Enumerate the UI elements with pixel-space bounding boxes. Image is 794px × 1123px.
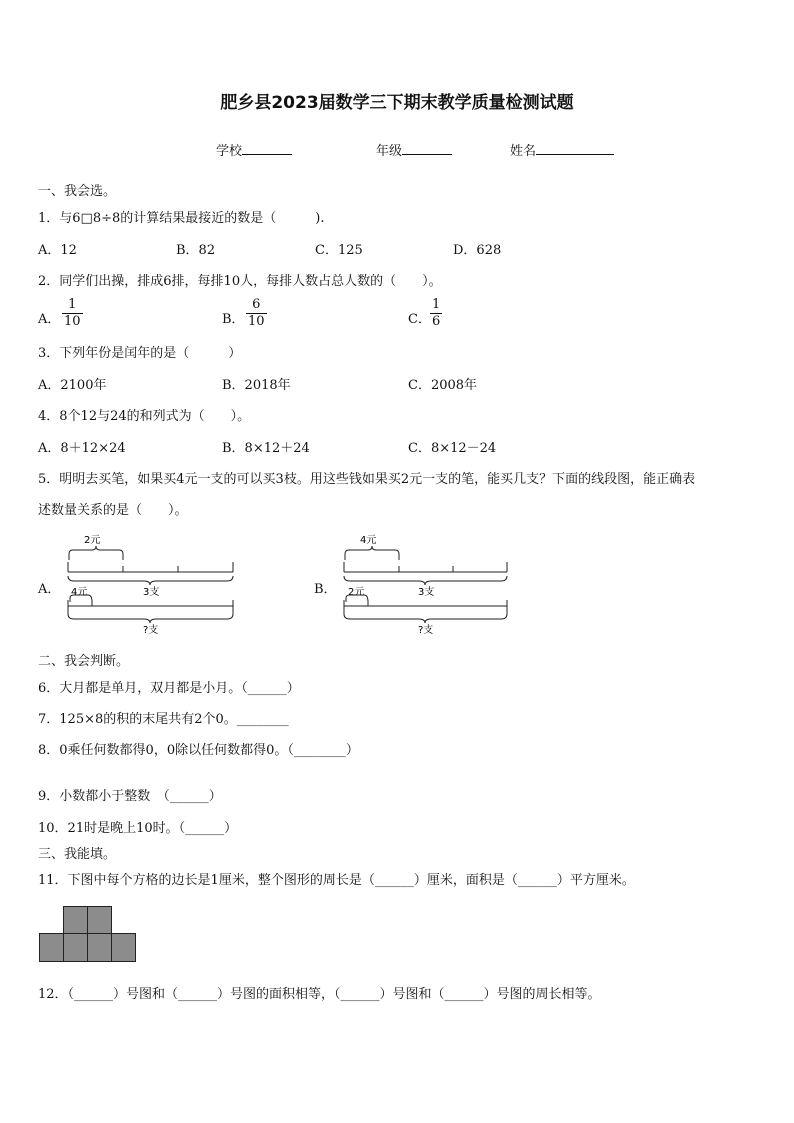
grid-square: [88, 934, 112, 962]
q5-option-b-label[interactable]: B．: [314, 582, 337, 597]
q5-stem-line2: 述数量关系的是（ ）。: [38, 503, 188, 518]
section-3-heading: 三、我能填。: [38, 847, 117, 862]
top-price-label: 2元: [84, 535, 101, 546]
q5-option-a-label[interactable]: A．: [38, 582, 61, 597]
count-brace: [68, 614, 233, 623]
q2-option-b-fraction: [246, 297, 267, 330]
q5-stem-line1: 5．明明去买笔，如果买4元一支的可以买3枝。用这些钱如果买2元一支的笔，能买几支？下面的线段图，能正确表: [38, 472, 696, 487]
section-1-heading: 一、我会选。: [38, 184, 117, 199]
q4-option-c[interactable]: C．8×12－24: [408, 441, 497, 456]
q3-option-b[interactable]: B．2018年: [222, 378, 291, 393]
price-brace: [345, 546, 399, 560]
price-brace: [69, 546, 123, 560]
q10-statement: 10．21时是晚上10时。（______）: [38, 821, 238, 836]
section-2-heading: 二、我会判断。: [38, 654, 130, 669]
q6-statement: 6．大月都是单月，双月都是小月。（______）: [38, 681, 300, 696]
fraction-numerator: 6: [252, 297, 261, 312]
grade-blank[interactable]: [402, 142, 452, 155]
q1-option-d[interactable]: D．628: [453, 243, 502, 258]
fraction-numerator: 1: [432, 297, 441, 312]
q1-option-c[interactable]: C．125: [315, 243, 363, 258]
q2-option-b-label[interactable]: B．: [222, 312, 245, 327]
name-blank[interactable]: [536, 142, 614, 155]
grade-label: 年级: [376, 144, 403, 159]
grade-field[interactable]: [376, 140, 452, 159]
q12-stem: 12．（______）号图和（______）号图的面积相等，（______）号图和（______）号图的周长相等。: [38, 987, 601, 1002]
q1-option-a[interactable]: A．12: [38, 243, 77, 258]
bottom-price-label: 2元: [348, 587, 365, 598]
bottom-count-label: ?支: [143, 625, 159, 636]
q8-statement: 8．0乘任何数都得0，0除以任何数都得0。（________）: [38, 743, 359, 758]
bottom-price-label: 4元: [71, 587, 88, 598]
q5-diagram-b: [338, 530, 518, 640]
q11-stem: 11．下图中每个方格的边长是1厘米，整个图形的周长是（______）厘米，面积是（______）平方厘米。: [38, 873, 635, 888]
q4-option-a[interactable]: A．8＋12×24: [38, 441, 126, 456]
top-count-label: 3支: [143, 587, 160, 598]
q9-statement: 9．小数都小于整数 （______）: [38, 789, 222, 804]
school-field[interactable]: [216, 140, 292, 159]
count-brace: [344, 576, 507, 585]
q5-diagram-a: [62, 530, 242, 640]
top-price-label: 4元: [360, 535, 377, 546]
count-brace: [344, 614, 507, 623]
school-label: 学校: [216, 144, 243, 159]
q3-stem: 3．下列年份是闰年的是（ ）: [38, 346, 242, 361]
school-blank[interactable]: [242, 142, 292, 155]
q2-option-a-fraction: [62, 297, 83, 330]
top-count-label: 3支: [418, 587, 435, 598]
grid-square: [112, 934, 136, 962]
q2-stem: 2．同学们出操，排成6排，每排10人，每排人数占总人数的（ ）。: [38, 274, 442, 289]
q4-stem: 4．8个12与24的和列式为（ ）。: [38, 409, 251, 424]
q1-stem: 1．与6□8÷8的计算结果最接近的数是（ ).: [38, 211, 325, 226]
name-label: 姓名: [510, 144, 537, 159]
q2-option-a-label[interactable]: A．: [38, 312, 61, 327]
fraction-denominator: 10: [64, 314, 81, 329]
q7-statement: 7．125×8的积的末尾共有2个0。________: [38, 712, 289, 727]
q4-option-b[interactable]: B．8×12＋24: [222, 441, 310, 456]
page-title: 肥乡县2023届数学三下期末教学质量检测试题: [220, 93, 574, 113]
q3-option-a[interactable]: A．2100年: [38, 378, 107, 393]
grid-square: [40, 934, 64, 962]
q2-option-c-fraction: [430, 297, 442, 330]
q1-option-b[interactable]: B．82: [176, 243, 216, 258]
q2-option-c-label[interactable]: C．: [408, 312, 431, 327]
fraction-denominator: 6: [432, 314, 441, 329]
grid-square: [64, 907, 88, 934]
q11-grid-figure: [38, 905, 140, 963]
name-field[interactable]: [510, 140, 614, 159]
bottom-count-label: ?支: [418, 625, 434, 636]
q3-option-c[interactable]: C．2008年: [408, 378, 478, 393]
grid-square: [64, 934, 88, 962]
grid-square: [88, 907, 112, 934]
fraction-numerator: 1: [68, 297, 77, 312]
fraction-denominator: 10: [248, 314, 265, 329]
count-brace: [68, 576, 233, 585]
